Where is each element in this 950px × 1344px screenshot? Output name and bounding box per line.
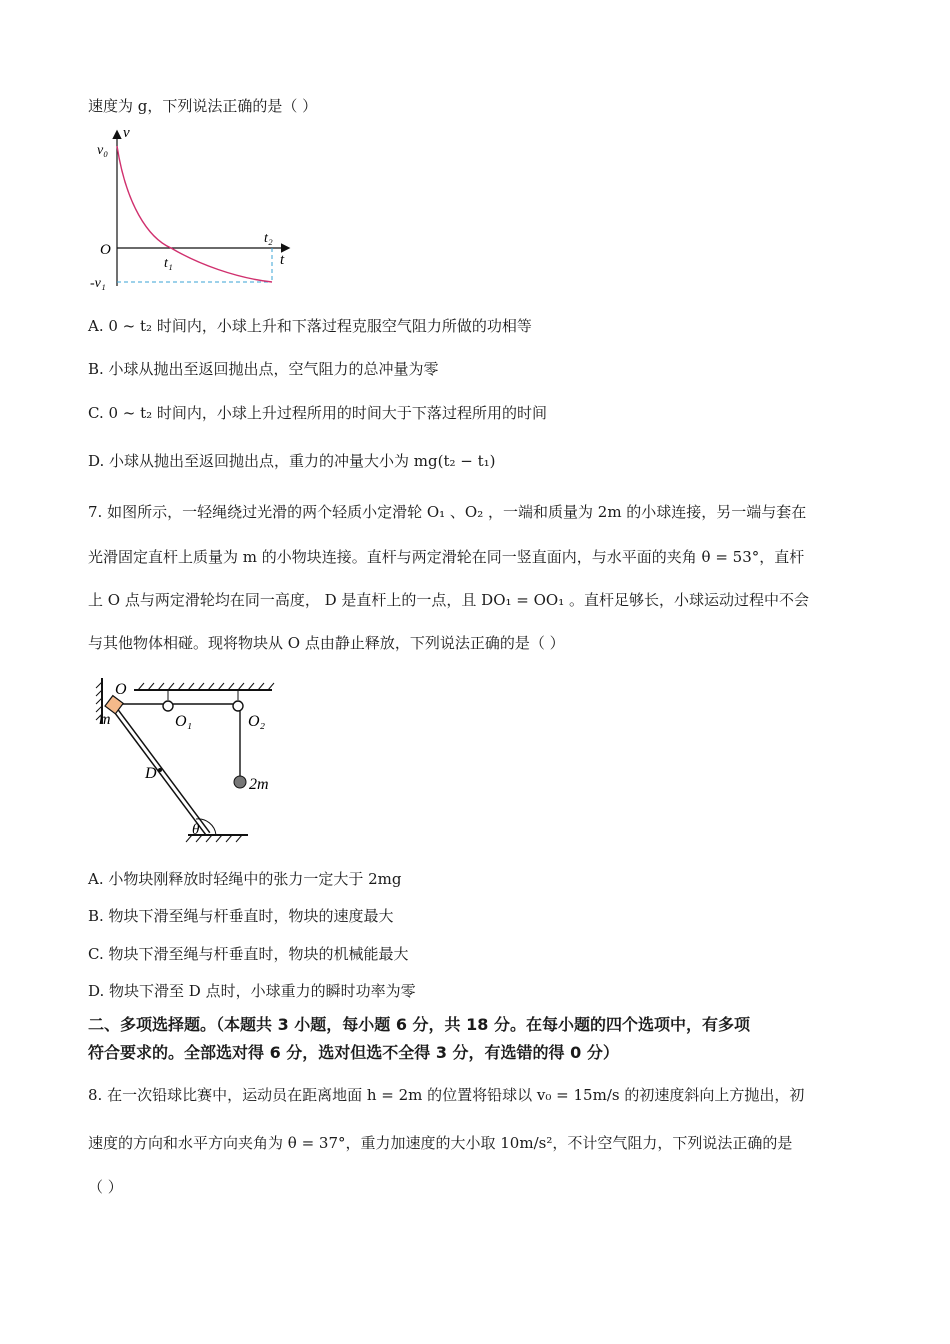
q7-stem-line-4: 与其他物体相碰。现将物块从 O 点由静止释放，下列说法正确的是（ ） (88, 634, 565, 652)
label-2m: 2m (249, 776, 269, 793)
section-2-heading-line-1: 二、多项选择题。（本题共 3 小题，每小题 6 分，共 18 分。在每小题的四个选项中，有多项 (88, 1015, 750, 1034)
q6-option-a: A. 0 ~ t₂ 时间内，小球上升和下落过程克服空气阻力所做的功相等 (88, 317, 532, 335)
label-m: m (99, 711, 111, 728)
q7-stem-line-2: 光滑固定直杆上质量为 m 的小物块连接。直杆与两定滑轮在同一竖直面内，与水平面的夹角 θ = 53°，直杆 (88, 548, 805, 566)
pulley-rod-diagram (92, 674, 282, 846)
label-theta: θ (192, 822, 200, 838)
t1-label: t₁ (164, 256, 173, 271)
label-o2: O₂ (248, 713, 266, 730)
point-d (158, 768, 162, 772)
q6-stem-tail: 速度为 g，下列说法正确的是（ ） (88, 97, 318, 115)
q8-stem-line-1: 8. 在一次铅球比赛中，运动员在距离地面 h = 2m 的位置将铅球以 v₀ = 15m/s 的初速度斜向上方抛出，初 (88, 1086, 805, 1104)
v-axis-label: v (123, 125, 130, 141)
q6-option-c: C. 0 ~ t₂ 时间内，小球上升过程所用的时间大于下落过程所用的时间 (88, 404, 547, 422)
q7-stem-line-3: 上 O 点与两定滑轮均在同一高度， D 是直杆上的一点，且 DO₁ = OO₁ 。直杆足够长，小球运动过程中不会 (88, 591, 809, 609)
label-d: D (145, 765, 157, 782)
pulley-o2 (233, 701, 243, 711)
ball-2m (234, 776, 246, 788)
label-o: O (115, 681, 127, 698)
q7-option-a: A. 小物块刚释放时轻绳中的张力一定大于 2mg (88, 870, 402, 888)
q7-option-c: C. 物块下滑至绳与杆垂直时，物块的机械能最大 (88, 945, 409, 963)
q6-option-b: B. 小球从抛出至返回抛出点，空气阻力的总冲量为零 (88, 360, 439, 378)
t2-label: t₂ (264, 231, 273, 246)
label-o1: O₁ (175, 713, 193, 730)
q7-option-d: D. 物块下滑至 D 点时，小球重力的瞬时功率为零 (88, 982, 416, 1000)
velocity-curve (117, 146, 272, 282)
origin-label: O (100, 242, 111, 258)
neg-v1-label: -v₁ (90, 276, 106, 291)
velocity-time-graph (88, 124, 298, 294)
v0-label: v₀ (97, 143, 109, 158)
q7-option-b: B. 物块下滑至绳与杆垂直时，物块的速度最大 (88, 907, 394, 925)
t-axis-label: t (280, 252, 285, 268)
pulley-o1 (163, 701, 173, 711)
q6-option-d: D. 小球从抛出至返回抛出点，重力的冲量大小为 mg(t₂ − t₁) (88, 452, 496, 470)
q7-stem-line-1: 7. 如图所示，一轻绳绕过光滑的两个轻质小定滑轮 O₁ 、O₂ ，一端和质量为 2m 的小球连接，另一端与套在 (88, 503, 807, 521)
q8-stem-line-2: 速度的方向和水平方向夹角为 θ = 37°，重力加速度的大小取 10m/s²，不计空气阻力，下列说法正确的是 (88, 1134, 793, 1152)
q8-answer-blank: （ ） (88, 1178, 123, 1196)
section-2-heading-line-2: 符合要求的。全部选对得 6 分，选对但选不全得 3 分，有选错的得 0 分） (88, 1043, 619, 1062)
